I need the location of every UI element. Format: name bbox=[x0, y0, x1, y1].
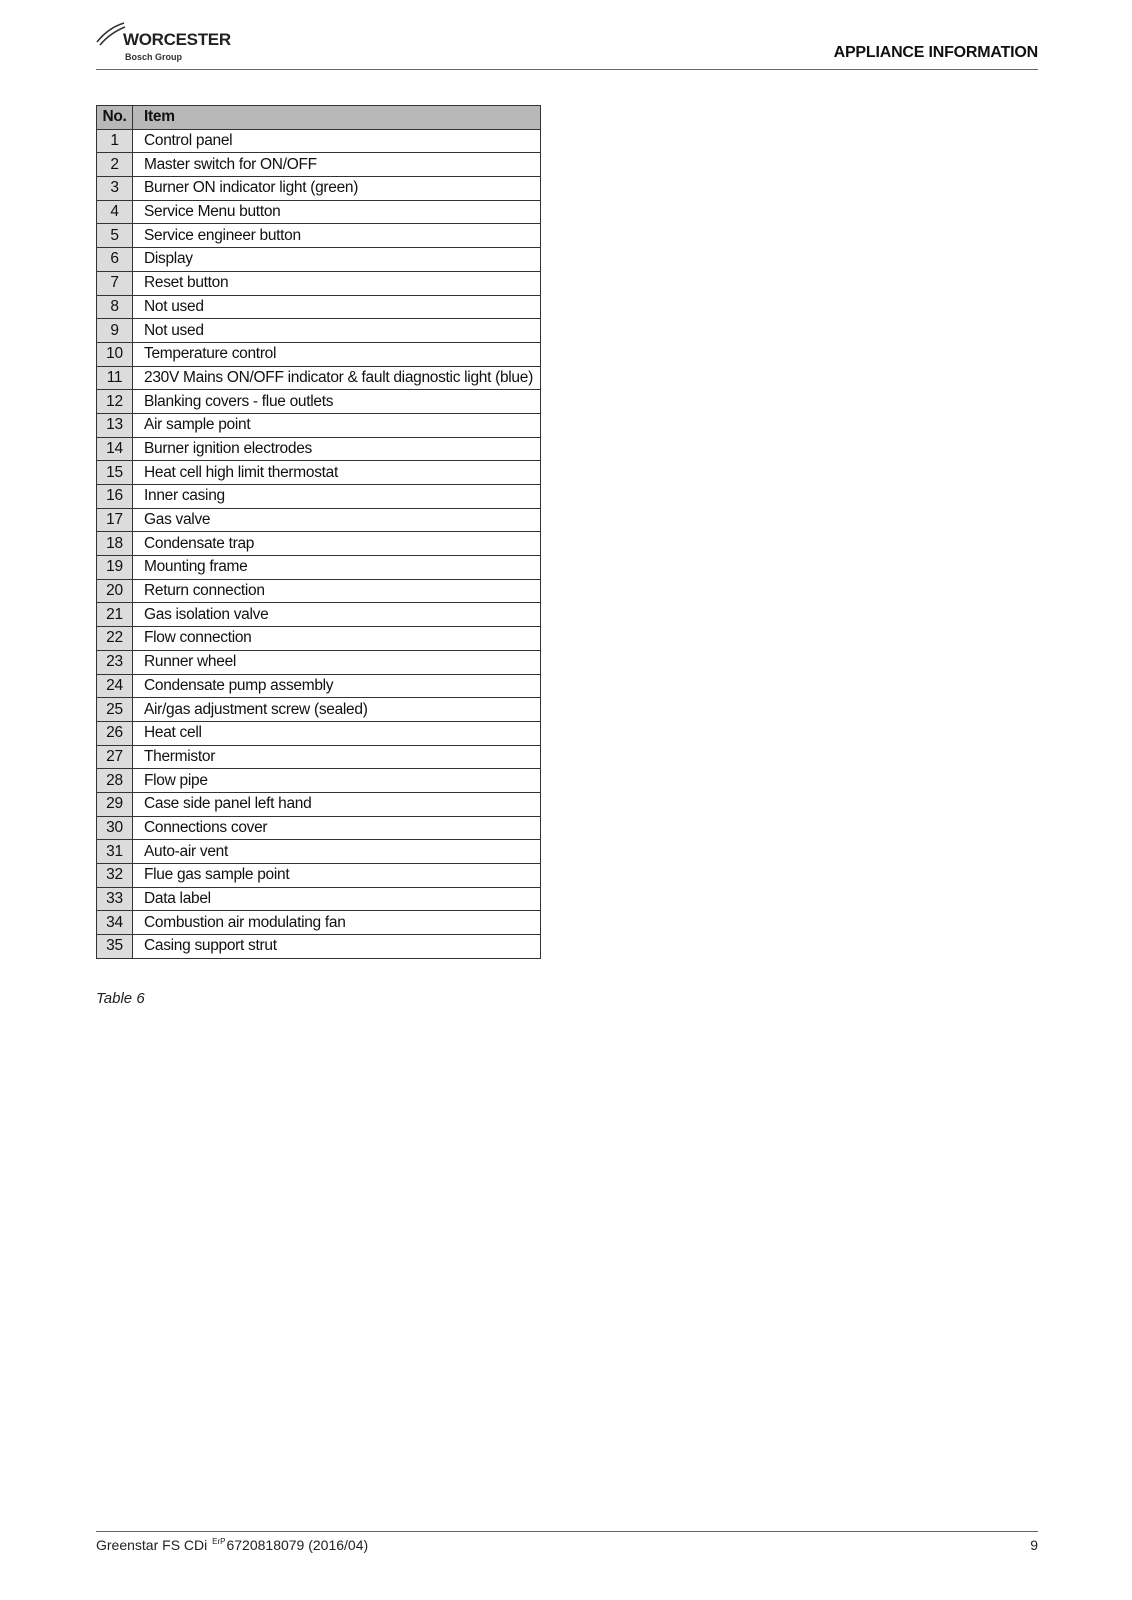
table-row bbox=[97, 556, 541, 580]
row-number: 13 bbox=[97, 413, 133, 437]
row-number: 30 bbox=[97, 816, 133, 840]
row-number: 33 bbox=[97, 887, 133, 911]
footer-doc-ref: 6720818079 (2016/04) bbox=[226, 1537, 369, 1553]
row-number: 4 bbox=[97, 200, 133, 224]
table-row bbox=[97, 579, 541, 603]
row-number: 17 bbox=[97, 508, 133, 532]
row-item: Connections cover bbox=[133, 816, 541, 840]
row-number: 14 bbox=[97, 437, 133, 461]
row-item: Heat cell bbox=[133, 721, 541, 745]
table-row bbox=[97, 366, 541, 390]
table-row bbox=[97, 674, 541, 698]
table-row bbox=[97, 840, 541, 864]
logo-subtitle: Bosch Group bbox=[125, 52, 183, 62]
row-number: 15 bbox=[97, 461, 133, 485]
section-title: APPLIANCE INFORMATION bbox=[833, 44, 1038, 61]
table-row bbox=[97, 887, 541, 911]
table-row bbox=[97, 319, 541, 343]
table-row bbox=[97, 627, 541, 651]
row-number: 27 bbox=[97, 745, 133, 769]
row-number: 25 bbox=[97, 698, 133, 722]
row-item: Burner ON indicator light (green) bbox=[133, 177, 541, 201]
footer-divider bbox=[96, 1531, 1038, 1532]
table-header-row bbox=[97, 106, 541, 130]
table-row bbox=[97, 342, 541, 366]
row-number: 16 bbox=[97, 485, 133, 509]
row-item: Gas isolation valve bbox=[133, 603, 541, 627]
table-row bbox=[97, 200, 541, 224]
column-header-no: No. bbox=[97, 106, 133, 130]
table-row bbox=[97, 271, 541, 295]
row-number: 8 bbox=[97, 295, 133, 319]
column-header-item: Item bbox=[133, 106, 541, 130]
row-number: 12 bbox=[97, 390, 133, 414]
row-item: Air/gas adjustment screw (sealed) bbox=[133, 698, 541, 722]
row-number: 18 bbox=[97, 532, 133, 556]
row-item: Not used bbox=[133, 295, 541, 319]
row-item: Blanking covers - flue outlets bbox=[133, 390, 541, 414]
row-item: Heat cell high limit thermostat bbox=[133, 461, 541, 485]
parts-table bbox=[96, 105, 541, 959]
table-row bbox=[97, 508, 541, 532]
table-row bbox=[97, 650, 541, 674]
table-row bbox=[97, 437, 541, 461]
table-row bbox=[97, 153, 541, 177]
row-number: 28 bbox=[97, 769, 133, 793]
row-item: Not used bbox=[133, 319, 541, 343]
table-row bbox=[97, 864, 541, 888]
row-item: Thermistor bbox=[133, 745, 541, 769]
row-item: Runner wheel bbox=[133, 650, 541, 674]
worcester-swoosh-icon bbox=[96, 22, 126, 48]
row-item: Casing support strut bbox=[133, 935, 541, 959]
row-item: Condensate trap bbox=[133, 532, 541, 556]
row-number: 3 bbox=[97, 177, 133, 201]
row-number: 10 bbox=[97, 342, 133, 366]
row-number: 6 bbox=[97, 248, 133, 272]
logo-name: WORCESTER bbox=[123, 30, 231, 49]
footer-product-superscript: ErP bbox=[212, 1537, 226, 1546]
table-row bbox=[97, 177, 541, 201]
row-item: Flow pipe bbox=[133, 769, 541, 793]
row-number: 21 bbox=[97, 603, 133, 627]
row-item: Gas valve bbox=[133, 508, 541, 532]
row-item: Data label bbox=[133, 887, 541, 911]
row-item: Inner casing bbox=[133, 485, 541, 509]
table-caption: Table 6 bbox=[96, 990, 145, 1007]
table-row bbox=[97, 248, 541, 272]
row-number: 19 bbox=[97, 556, 133, 580]
page-number: 9 bbox=[1030, 1537, 1038, 1553]
row-number: 29 bbox=[97, 792, 133, 816]
row-item: Mounting frame bbox=[133, 556, 541, 580]
row-item: Burner ignition electrodes bbox=[133, 437, 541, 461]
row-number: 24 bbox=[97, 674, 133, 698]
row-number: 7 bbox=[97, 271, 133, 295]
row-item: Master switch for ON/OFF bbox=[133, 153, 541, 177]
table-row bbox=[97, 390, 541, 414]
row-number: 35 bbox=[97, 935, 133, 959]
table-row bbox=[97, 745, 541, 769]
table-row bbox=[97, 698, 541, 722]
table-row bbox=[97, 935, 541, 959]
row-item: Condensate pump assembly bbox=[133, 674, 541, 698]
table-row bbox=[97, 911, 541, 935]
table-row bbox=[97, 721, 541, 745]
row-item: Service Menu button bbox=[133, 200, 541, 224]
row-number: 22 bbox=[97, 627, 133, 651]
header-divider bbox=[96, 69, 1038, 70]
table-row bbox=[97, 532, 541, 556]
row-number: 34 bbox=[97, 911, 133, 935]
row-number: 32 bbox=[97, 864, 133, 888]
row-item: Flow connection bbox=[133, 627, 541, 651]
row-item: Flue gas sample point bbox=[133, 864, 541, 888]
row-number: 1 bbox=[97, 129, 133, 153]
row-item: Auto-air vent bbox=[133, 840, 541, 864]
row-number: 20 bbox=[97, 579, 133, 603]
table-row bbox=[97, 603, 541, 627]
table-row bbox=[97, 485, 541, 509]
table-row bbox=[97, 769, 541, 793]
table-row bbox=[97, 295, 541, 319]
row-item: Combustion air modulating fan bbox=[133, 911, 541, 935]
table-row bbox=[97, 792, 541, 816]
footer-product: Greenstar FS CDi bbox=[96, 1537, 208, 1553]
row-item: Control panel bbox=[133, 129, 541, 153]
table-row bbox=[97, 224, 541, 248]
row-number: 5 bbox=[97, 224, 133, 248]
row-item: Return connection bbox=[133, 579, 541, 603]
row-item: Service engineer button bbox=[133, 224, 541, 248]
row-item: Air sample point bbox=[133, 413, 541, 437]
table-row bbox=[97, 413, 541, 437]
table-row bbox=[97, 816, 541, 840]
row-number: 26 bbox=[97, 721, 133, 745]
table-row bbox=[97, 129, 541, 153]
row-number: 2 bbox=[97, 153, 133, 177]
row-number: 23 bbox=[97, 650, 133, 674]
row-item: Temperature control bbox=[133, 342, 541, 366]
row-number: 31 bbox=[97, 840, 133, 864]
footer-document-info bbox=[96, 1537, 368, 1553]
row-item: Reset button bbox=[133, 271, 541, 295]
row-item: Case side panel left hand bbox=[133, 792, 541, 816]
row-number: 11 bbox=[97, 366, 133, 390]
row-number: 9 bbox=[97, 319, 133, 343]
row-item: Display bbox=[133, 248, 541, 272]
row-item: 230V Mains ON/OFF indicator & fault diagnostic light (blue) bbox=[133, 366, 541, 390]
table-row bbox=[97, 461, 541, 485]
worcester-logo bbox=[96, 22, 236, 66]
table-body bbox=[97, 129, 541, 958]
